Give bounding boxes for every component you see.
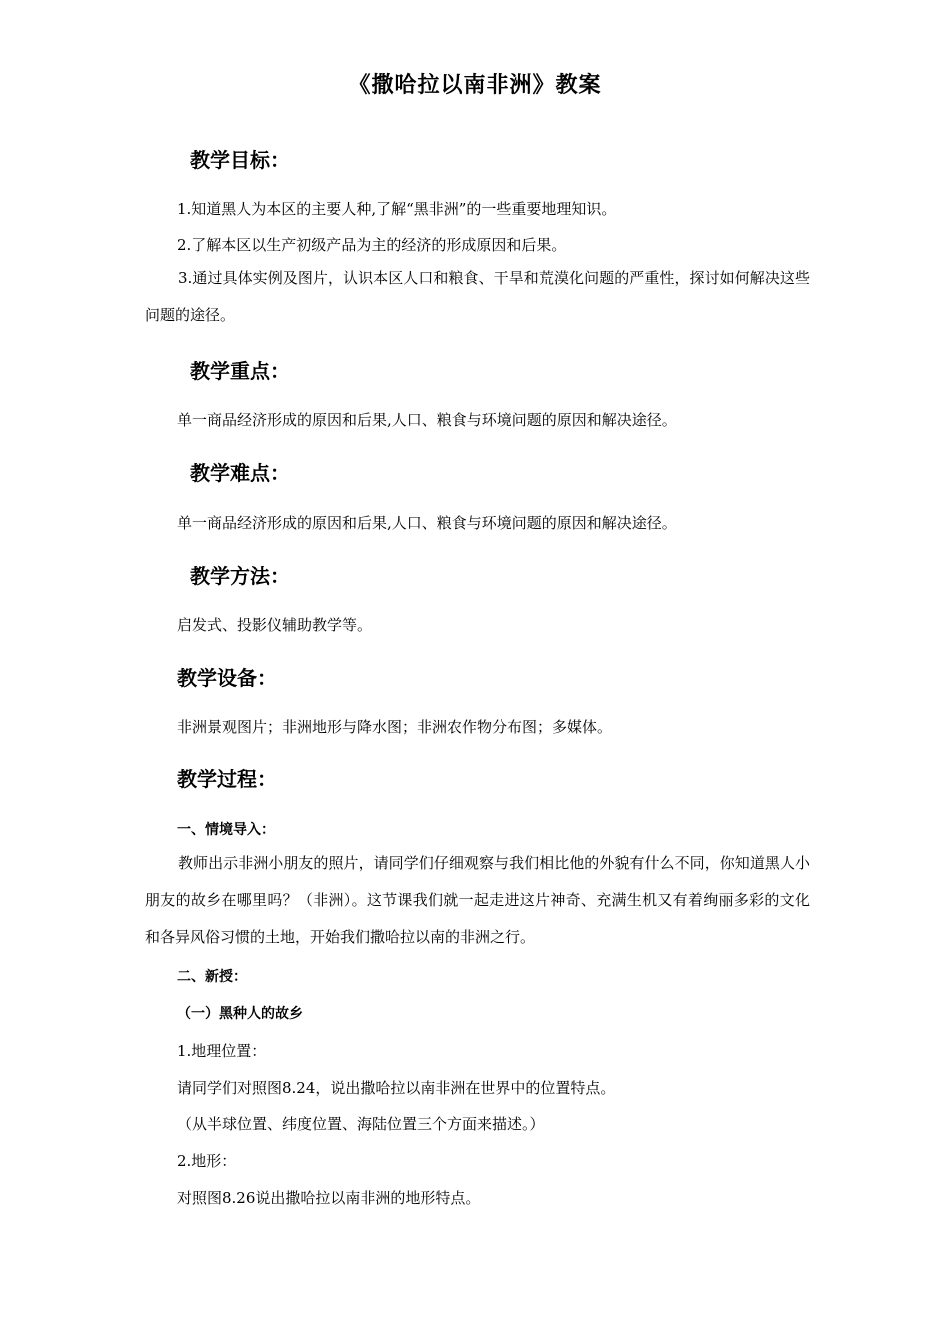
new-lesson-heading: 二、新授： bbox=[177, 969, 247, 985]
objectives-heading: 教学目标： bbox=[190, 148, 290, 172]
difficulties-heading: 教学难点： bbox=[190, 461, 290, 485]
key-points-heading: 教学重点： bbox=[190, 359, 290, 383]
key-points-text: 单一商品经济形成的原因和后果,人口、粮食与环境问题的原因和解决途径。 bbox=[177, 411, 677, 429]
methods-text: 启发式、投影仪辅助教学等。 bbox=[177, 616, 373, 634]
subsection-heading: （一）黑种人的故乡 bbox=[177, 1006, 303, 1022]
intro-heading: 一、情境导入： bbox=[177, 822, 275, 838]
location-label: 1.地理位置： bbox=[177, 1042, 267, 1060]
process-heading: 教学过程： bbox=[177, 767, 277, 791]
equipment-text: 非洲景观图片；非洲地形与降水图；非洲农作物分布图；多媒体。 bbox=[177, 718, 613, 736]
objective-item-1: 1.知道黑人为本区的主要人种,了解“黑非洲”的一些重要地理知识。 bbox=[177, 200, 617, 218]
terrain-label: 2.地形： bbox=[177, 1152, 237, 1170]
location-text: 请同学们对照图8.24，说出撒哈拉以南非洲在世界中的位置特点。 bbox=[177, 1079, 616, 1097]
methods-heading: 教学方法： bbox=[190, 564, 290, 588]
equipment-heading: 教学设备： bbox=[177, 666, 277, 690]
objective-item-3: 3.通过具体实例及图片，认识本区人口和粮食、干旱和荒漠化问题的严重性，探讨如何解决这些问题的途径。 bbox=[145, 269, 810, 324]
difficulties-text: 单一商品经济形成的原因和后果,人口、粮食与环境问题的原因和解决途径。 bbox=[177, 514, 677, 532]
location-note: （从半球位置、纬度位置、海陆位置三个方面来描述。） bbox=[177, 1115, 545, 1133]
document-title: 《撒哈拉以南非洲》教案 bbox=[348, 73, 602, 98]
intro-text: 教师出示非洲小朋友的照片，请同学们仔细观察与我们相比他的外貌有什么不同，你知道黑人小朋友的故乡在哪里吗？（非洲）。这节课我们就一起走进这片神奇、充满生机又有着绚丽多彩的文化和各异风俗习惯的土地，开始我们撒哈拉以南的非洲之行。 bbox=[145, 854, 810, 946]
objective-item-2: 2.了解本区以生产初级产品为主的经济的形成原因和后果。 bbox=[177, 236, 567, 254]
terrain-text: 对照图8.26说出撒哈拉以南非洲的地形特点。 bbox=[177, 1189, 481, 1207]
